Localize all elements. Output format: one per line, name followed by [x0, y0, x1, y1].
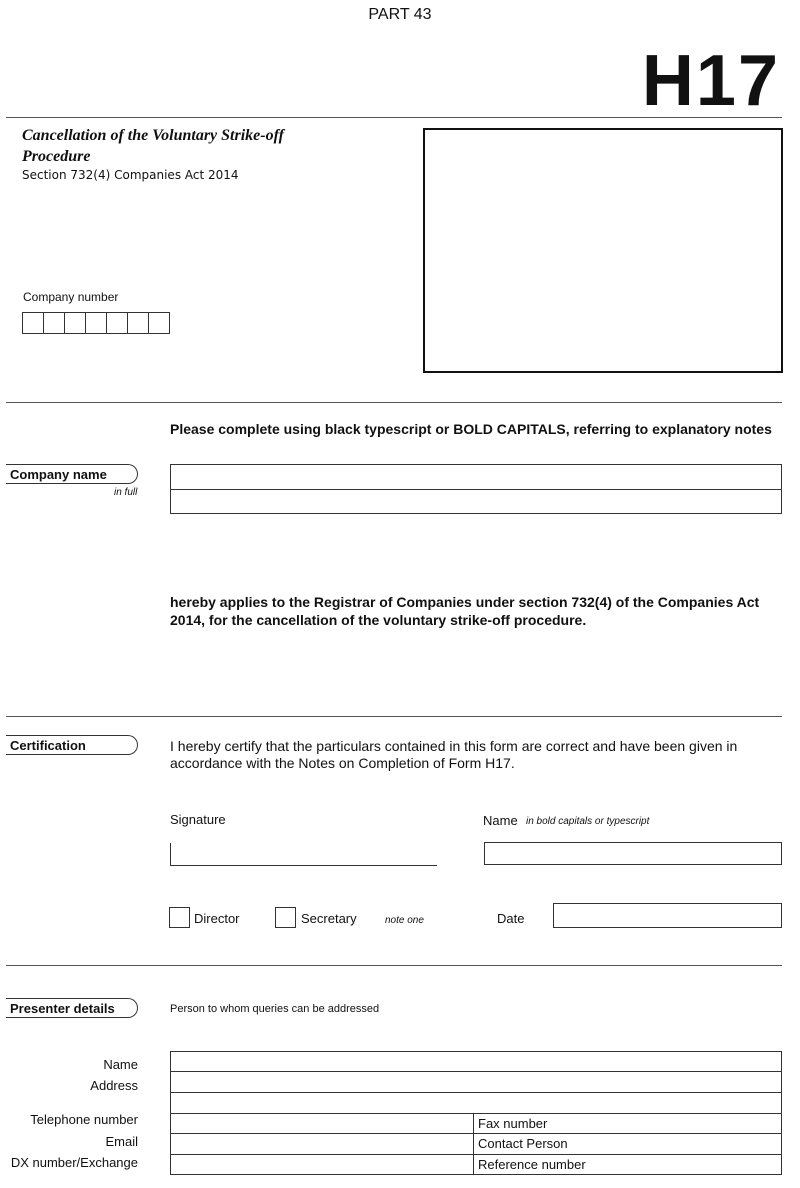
name-hint: in bold capitals or typescript: [526, 816, 650, 827]
signature-label: Signature: [170, 812, 226, 827]
name-field[interactable]: [484, 842, 782, 865]
signature-field[interactable]: [170, 843, 437, 866]
digit-box[interactable]: [128, 313, 149, 333]
note-reference: note one: [385, 915, 424, 926]
digit-box[interactable]: [65, 313, 86, 333]
company-name-line-1[interactable]: [170, 464, 782, 490]
digit-box[interactable]: [149, 313, 169, 333]
section-reference: Section 732(4) Companies Act 2014: [22, 168, 239, 182]
fax-number-field[interactable]: [473, 1113, 782, 1134]
part-heading: PART 43: [368, 6, 432, 23]
presenter-subtitle: Person to whom queries can be addressed: [170, 1003, 380, 1015]
contact-person-label: Contact Person: [478, 1136, 568, 1151]
presenter-address-line-2[interactable]: [170, 1092, 782, 1114]
company-name-tab: Company name: [6, 464, 138, 484]
divider: [6, 402, 782, 403]
form-code: H17: [641, 41, 780, 121]
form-title: Cancellation of the Voluntary Strike-off Procedure: [22, 127, 284, 165]
divider: [6, 117, 782, 118]
digit-box[interactable]: [44, 313, 65, 333]
company-name-line-2[interactable]: [170, 489, 782, 514]
date-field[interactable]: [553, 903, 782, 928]
divider: [6, 965, 782, 966]
secretary-label: Secretary: [301, 911, 357, 926]
company-name-hint: in full: [114, 487, 138, 498]
presenter-name-field[interactable]: [170, 1051, 782, 1072]
reference-number-field[interactable]: [473, 1154, 782, 1175]
company-number-field[interactable]: [22, 312, 170, 334]
presenter-dx-field[interactable]: [170, 1154, 474, 1175]
presenter-address-label: Address: [90, 1078, 138, 1093]
certification-text: I hereby certify that the particulars contained in this form are correct and have been given in accordance with the Notes on Completion of Form H17.: [170, 738, 738, 771]
application-text: hereby applies to the Registrar of Companies under section 732(4) of the Companies Act 2014, for the cancellation of the voluntary strike-off procedure.: [170, 594, 760, 628]
director-checkbox[interactable]: [169, 907, 190, 928]
company-number-label: Company number: [23, 290, 119, 304]
instruction-text: Please complete using black typescript or BOLD CAPITALS, referring to explanatory notes: [170, 421, 772, 437]
reference-number-label: Reference number: [478, 1157, 586, 1172]
office-stamp-box: [423, 128, 783, 373]
presenter-email-label: Email: [105, 1134, 138, 1149]
date-label: Date: [497, 911, 525, 926]
contact-person-field[interactable]: [473, 1133, 782, 1155]
presenter-telephone-field[interactable]: [170, 1113, 474, 1134]
presenter-dx-label: DX number/Exchange: [10, 1155, 138, 1170]
presenter-email-field[interactable]: [170, 1133, 474, 1155]
presenter-details-tab: Presenter details: [6, 998, 138, 1018]
director-label: Director: [194, 911, 240, 926]
presenter-address-line-1[interactable]: [170, 1071, 782, 1093]
digit-box[interactable]: [86, 313, 107, 333]
presenter-telephone-label: Telephone number: [30, 1112, 138, 1127]
divider: [6, 716, 782, 717]
secretary-checkbox[interactable]: [275, 907, 296, 928]
digit-box[interactable]: [107, 313, 128, 333]
certification-tab: Certification: [6, 735, 138, 755]
fax-number-label: Fax number: [478, 1116, 548, 1131]
name-label: Name: [483, 813, 518, 828]
presenter-name-label: Name: [103, 1057, 138, 1072]
digit-box[interactable]: [23, 313, 44, 333]
